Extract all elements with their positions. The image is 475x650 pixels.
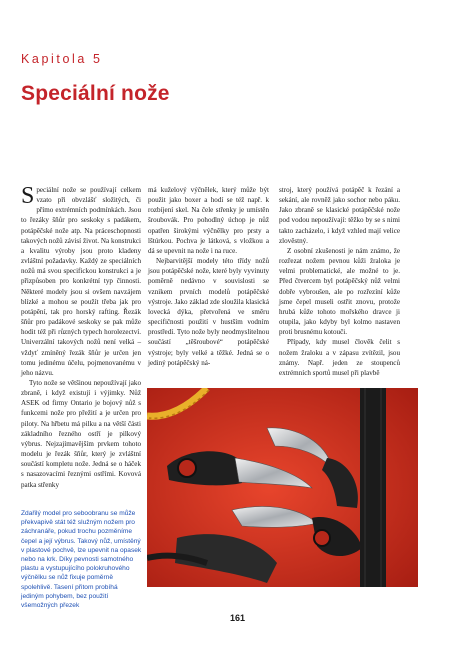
paragraph: Případy, kdy musel člověk čelit s nožem žraloku a v zápasu zvítězil, jsou známy. Např. jeden ze stoupenců extrémních sportů musel při plavbě — [279, 338, 400, 377]
knives-photo — [147, 388, 418, 587]
paragraph: Z osobní zkušenosti je nám známo, že rozřezat nožem pevnou kůži žraloka je velmi problematické, ale možné to je. Před čtvercem byl potápěčský nůž velmi dobře vybroušen, ale po rozřezíní kůže jsme čepel museli ostřit znovu, protože hrubá kůže tohoto mořského dravce ji otupila, jako kdyby byl kolmo nastaven proti brusnému kotouči. — [279, 246, 400, 337]
paragraph: Nejbarvitější modely této třídy nožů jsou potápěčské nože, které byly vyvinuty poměrně nedávno v souvislosti se vznikem prvních modelů potápěčské výstroje. Jako základ zde sloužila klasická lovecká dýka, přetvořená ve směru specifičnosti použití v hustším vodním prostředí. Tyto nože byly neodmyslitelnou součástí „těšroubové“ potápěčské výstroje; byly velké a těžké. Jedná se o jediný potápěčský ná- — [148, 257, 269, 367]
paragraph: Tyto nože se většinou nepoužívají jako zbraně, i když existují i výjimky. Nůž ASEK od firmy Ontario je bojový nůž s funkcemi nože pro přežití a je určen pro piloty. Na hřbetu má pilku a na větší části základního řezného ostří je pilkový výbrus. Nejzajímavějším prvkem tohoto modelu je řezák šňůr, který je zvláštní součástí kompletu nože. Jedná se o háček s nasazovacími řeznými ostřími. Kovová patka střenky — [21, 378, 141, 489]
text-column-1 — [21, 185, 141, 490]
text-column-2 — [148, 185, 269, 368]
paragraph — [21, 185, 141, 378]
paragraph: má kuželový výčnělek, který může být použit jako boxer a hodí se též např. k rozbíjení skel. Na čele střenky je umístěn šroubovák. Pro pohodlný úchop je nůž opatřen širokými výčnělky pro prsty a lštúrkou. Pochva je látková, s vložkou a dá se upevnit na nože i na ruce. — [148, 186, 269, 255]
webbing-strap — [360, 388, 386, 587]
page-number: 161 — [229, 613, 246, 623]
photo-caption: Zdařilý model pro seboobranu se může překvapivě stát též služným nožem pro záchranáře, pokud trochu pozměníme čepel a její výbrus. Takový nůž, umístěný v plastové pochvě, lze upevnit na opasek nebo na krk. Díky pevnosti samotného plastu a vystupujícího polokruhového výčnělku se nůž fixuje poměrně spolehlivě. Tasení přitom probíhá jediným pohybem, bez použití všemožných přezek — [21, 510, 142, 610]
finger-ring — [314, 530, 330, 546]
drop-cap: S — [21, 183, 35, 209]
paragraph: stroj, který používá potápěč k řezání a sekání, ale rovněž jako sochor nebo páku. Jako zbraně se klasické potápěčské nože pod vodou nepoužívají: těžko by se s nimi takto zacházelo, i když vzhled mají velice zlověstný. — [279, 186, 400, 245]
finger-ring — [178, 459, 196, 477]
paragraph-text: peciální nože se používají celkem vzato při obvzlášť složitých, či přímo extrémních podmínkách. Jsou to řezáky šňůr pro seskoky s padákem, potápěčské nože atp. Na práceschopnosti takových nožů závisí život. Na konstrukci a kvalitu výroby jsou proto kladeny zvláštní požadavky. Každý ze speciálních nožů má svou specifickou konstrukci a je přizpůsoben pro konkrétní typ činnosti. Některé modely jsou si ovšem navzájem blízké a mohou se použít třeba jak pro potápění, tak pro horský rafting. Řezák šňůr pro padákové seskoky se pak může hodit též při různých typech horolezectví. Univerzální takových nožů není velká – vždyť zmíněný řezák šňůr je určen jen tomu jedinému účelu, pojmenovanému v jeho názvu. — [21, 186, 141, 377]
page-title: Speciální nože — [21, 82, 170, 105]
chapter-label: Kapitola 5 — [21, 52, 103, 66]
text-column-3 — [279, 185, 400, 378]
